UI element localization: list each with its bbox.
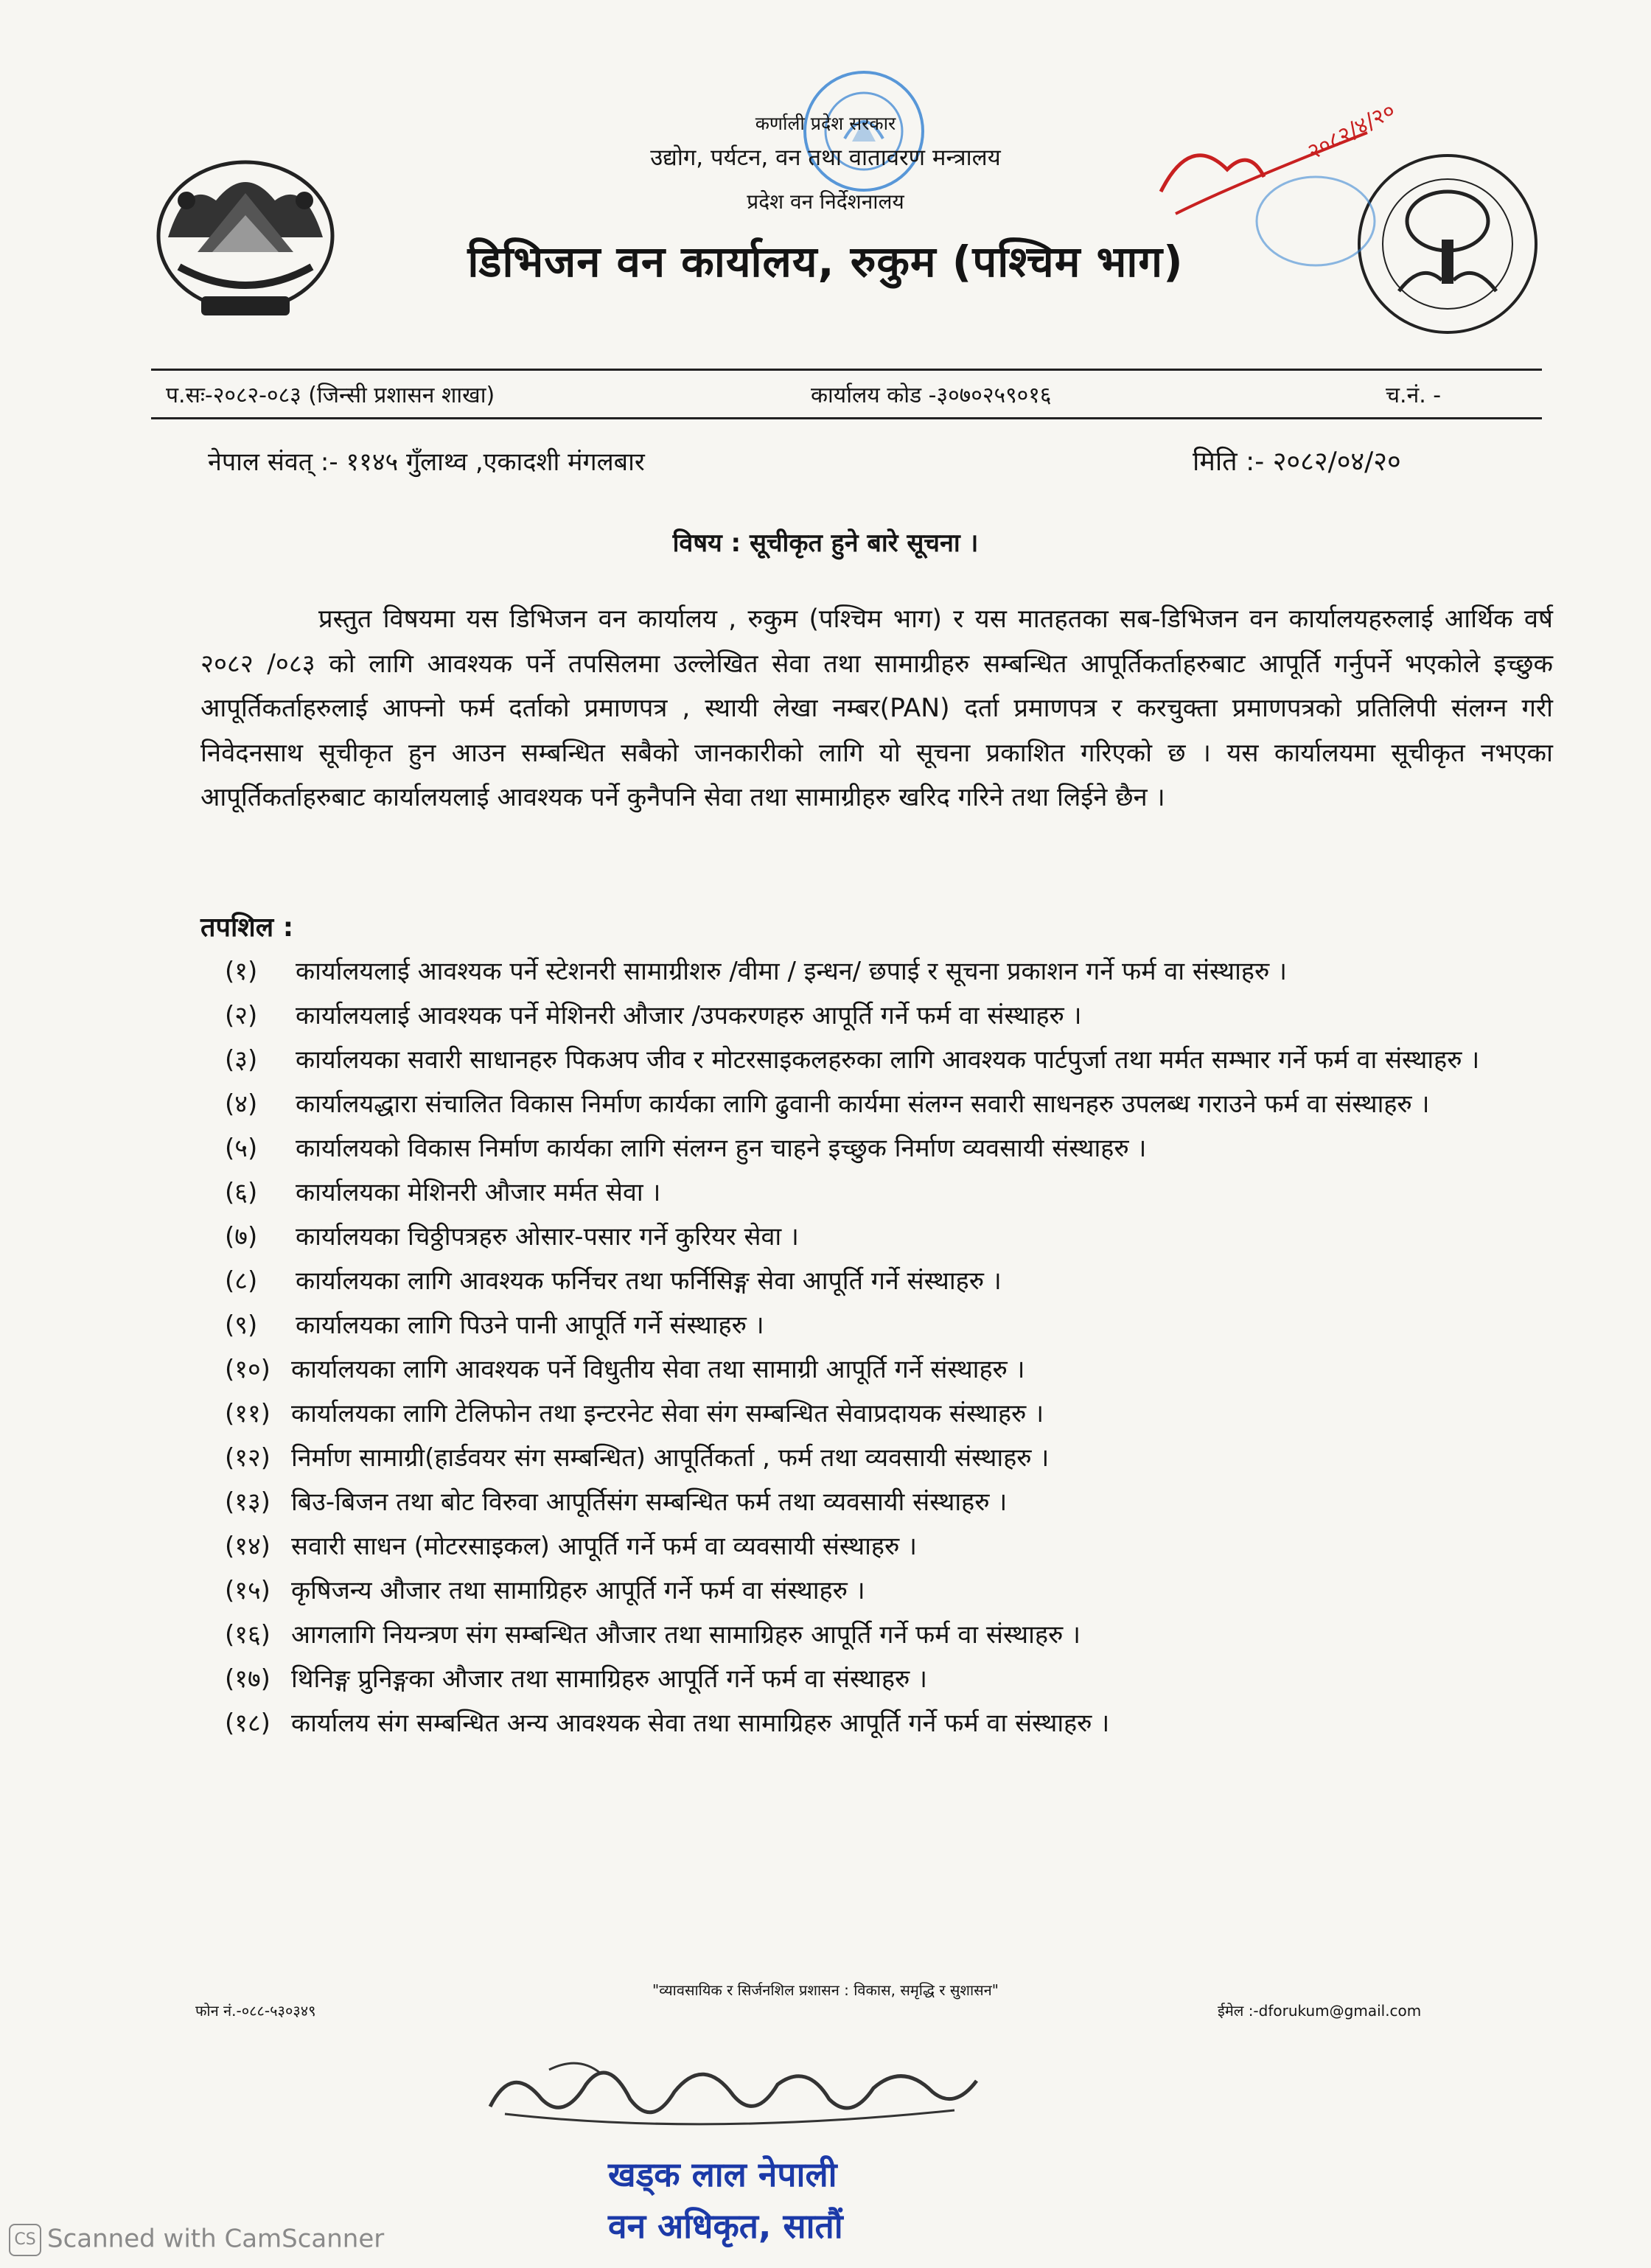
footer-phone: फोन नं.-०८८-५३०३४९: [195, 2002, 316, 2020]
item-number: (१): [225, 957, 258, 986]
item-number: (१०): [225, 1355, 270, 1384]
list-item: [225, 995, 1551, 1037]
item-text: कार्यालय संग सम्बन्धित अन्य आवश्यक सेवा तथा सामाग्रिहरु आपूर्ति गर्ने फर्म वा संस्थाहरु ।: [291, 1709, 1110, 1738]
list-item: [225, 1349, 1551, 1391]
signer-name: खड्क लाल नेपाली: [608, 2154, 837, 2194]
office-code: कार्यालय कोड -३०७०२५९०१६: [811, 383, 1052, 408]
item-number: (७): [225, 1222, 258, 1252]
item-number: (५): [225, 1134, 258, 1163]
list-item: [225, 1614, 1551, 1656]
scanner-watermark: [9, 2224, 384, 2256]
item-number: (१४): [225, 1532, 270, 1561]
reference-number: प.सः-२०८२-०८३ (जिन्सी प्रशासन शाखा): [166, 383, 495, 408]
item-number: (८): [225, 1266, 258, 1296]
item-number: (११): [225, 1399, 270, 1428]
stamp-date: २०८२/४/२०: [1303, 97, 1400, 166]
item-text: कार्यालयलाई आवश्यक पर्ने मेशिनरी औजार /उपकरणहरु आपूर्ति गर्ने फर्म वा संस्थाहरु ।: [296, 1001, 1082, 1030]
directorate-name: प्रदेश वन निर्देशनालय: [747, 189, 904, 214]
item-number: (४): [225, 1089, 258, 1119]
item-number: (६): [225, 1178, 258, 1207]
body-paragraph: प्रस्तुत विषयमा यस डिभिजन वन कार्यालय , रुकुम (पश्चिम भाग) र यस मातहतका सब-डिभिजन वन कार्यालयहरुलाई आर्थिक वर्ष २०८२ /०८३ को लागि आवश्यक पर्ने तपसिलमा उल्लेखित सेवा तथा सामाग्रीहरु सम्बन्धित आपूर्तिकर्ताहरुबाट आपूर्ति गर्नुपर्ने भएकोले इच्छुक आपूर्तिकर्ताहरुलाई आफ्नो फर्म दर्ताको प्रमाणपत्र , स्थायी लेखा नम्बर(PAN) दर्ता प्रमाणपत्र र करचुक्ता प्रमाणपत्रको प्रतिलिपी संलग्न गरी निवेदनसाथ सूचीकृत हुन आउन सम्बन्धित सबैको जानकारीको लागि यो सूचना प्रकाशित गरिएको छ । यस कार्यालयमा सूचीकृत नभएका आपूर्तिकर्ताहरुबाट कार्यालयलाई आवश्यक पर्ने कुनैपनि सेवा तथा सामाग्रीहरु खरिद गरिने तथा लिईने छैन ।: [200, 604, 1553, 812]
list-item: [225, 1172, 1551, 1214]
item-text: कृषिजन्य औजार तथा सामाग्रिहरु आपूर्ति गर्ने फर्म वा संस्थाहरु ।: [291, 1576, 865, 1605]
ministry-name: उद्योग, पर्यटन, वन तथा वातावरण मन्त्रालय: [650, 144, 1001, 171]
details-heading: तपशिल :: [200, 913, 294, 943]
item-text: कार्यालयलाई आवश्यक पर्ने स्टेशनरी सामाग्रीशरु /वीमा / इन्धन/ छपाई र सूचना प्रकाशन गर्ने फर्म वा संस्थाहरु ।: [296, 957, 1287, 986]
handwritten-signature: [483, 2040, 991, 2143]
office-name: डिभिजन वन कार्यालय, रुकुम (पश्चिम भाग): [467, 237, 1184, 287]
list-item: [225, 1482, 1551, 1524]
item-text: कार्यालयका लागि आवश्यक पर्ने विधुतीय सेवा तथा सामाग्री आपूर्ति गर्ने संस्थाहरु ।: [291, 1355, 1025, 1384]
dispatch-number: च.नं. -: [1386, 383, 1442, 408]
watermark-text: Scanned with CamScanner: [47, 2224, 385, 2254]
header-rule-top: [151, 369, 1542, 371]
list-item: [225, 951, 1551, 993]
item-text: कार्यालयका लागि आवश्यक फर्निचर तथा फर्निसिङ्ग सेवा आपूर्ति गर्ने संस्थाहरु ।: [296, 1266, 1002, 1296]
list-item: [225, 1039, 1551, 1081]
list-item: [225, 1128, 1551, 1170]
item-number: (१२): [225, 1443, 270, 1473]
item-text: कार्यालयका चिठ्ठीपत्रहरु ओसार-पसार गर्ने कुरियर सेवा ।: [296, 1222, 799, 1252]
details-list: [225, 951, 1551, 1747]
item-text: कार्यालयका मेशिनरी औजार मर्मत सेवा ।: [296, 1178, 661, 1207]
list-item: [225, 1570, 1551, 1612]
item-number: (२): [225, 1001, 258, 1030]
letter-date: मिति :- २०८२/०४/२०: [1193, 447, 1401, 477]
item-number: (१८): [225, 1709, 270, 1738]
nepal-samvat-date: नेपाल संवत् :- ११४५ गुँलाथ्व ,एकादशी मंगलबार: [208, 447, 645, 477]
footer-email: ईमेल :-dforukum@gmail.com: [1218, 2002, 1422, 2020]
item-text: थिनिङ्ग प्रुनिङ्गका औजार तथा सामाग्रिहरु आपूर्ति गर्ने फर्म वा संस्थाहरु ।: [291, 1664, 928, 1694]
item-text: सवारी साधन (मोटरसाइकल) आपूर्ति गर्ने फर्म वा व्यवसायी संस्थाहरु ।: [291, 1532, 918, 1561]
item-text: कार्यालयद्धारा संचालित विकास निर्माण कार्यका लागि ढुवानी कार्यमा संलग्न सवारी साधनहरु उपलब्ध गराउने फर्म वा संस्थाहरु ।: [296, 1089, 1430, 1119]
subject-line: विषय : सूचीकृत हुने बारे सूचना ।: [672, 528, 979, 558]
list-item: [225, 1260, 1551, 1302]
item-number: (९): [225, 1311, 258, 1340]
item-text: कार्यालयका लागि पिउने पानी आपूर्ति गर्ने संस्थाहरु ।: [296, 1311, 764, 1340]
footer-motto: "व्यावसायिक र सिर्जनशिल प्रशासन : विकास, समृद्धि र सुशासन": [652, 1981, 999, 1999]
item-text: कार्यालयका लागि टेलिफोन तथा इन्टरनेट सेवा संग सम्बन्धित सेवाप्रदायक संस्थाहरु ।: [291, 1399, 1044, 1428]
notice-body: [200, 597, 1553, 820]
header-rule-bottom: [151, 417, 1542, 419]
list-item: [225, 1658, 1551, 1700]
item-number: (१६): [225, 1620, 270, 1650]
province-government: कर्णाली प्रदेश सरकार: [755, 113, 896, 134]
list-item: [225, 1703, 1551, 1745]
list-item: [225, 1305, 1551, 1347]
signer-title: वन अधिकृत, सातौं: [608, 2206, 843, 2246]
item-text: बिउ-बिजन तथा बोट विरुवा आपूर्तिसंग सम्बन्धित फर्म तथा व्यवसायी संस्थाहरु ।: [291, 1487, 1008, 1517]
item-text: कार्यालयको विकास निर्माण कार्यका लागि संलग्न हुन चाहने इच्छुक निर्माण व्यवसायी संस्थाहरु ।: [296, 1134, 1147, 1163]
list-item: [225, 1393, 1551, 1435]
item-number: (१३): [225, 1487, 270, 1517]
item-text: निर्माण सामाग्री(हार्डवयर संग सम्बन्धित) आपूर्तिकर्ता , फर्म तथा व्यवसायी संस्थाहरु ।: [291, 1443, 1050, 1473]
list-item: [225, 1526, 1551, 1568]
item-number: (१७): [225, 1664, 270, 1694]
item-number: (१५): [225, 1576, 270, 1605]
list-item: [225, 1084, 1551, 1126]
list-item: [225, 1437, 1551, 1479]
camscanner-logo-icon: CS: [9, 2224, 41, 2256]
item-text: कार्यालयका सवारी साधानहरु पिकअप जीव र मोटरसाइकलहरुका लागि आवश्यक पार्टपुर्जा तथा मर्मत सम्भार गर्ने फर्म वा संस्थाहरु ।: [296, 1045, 1480, 1075]
list-item: [225, 1216, 1551, 1258]
item-text: आगलागि नियन्त्रण संग सम्बन्धित औजार तथा सामाग्रिहरु आपूर्ति गर्ने फर्म वा संस्थाहरु ।: [291, 1620, 1081, 1650]
item-number: (३): [225, 1045, 258, 1075]
